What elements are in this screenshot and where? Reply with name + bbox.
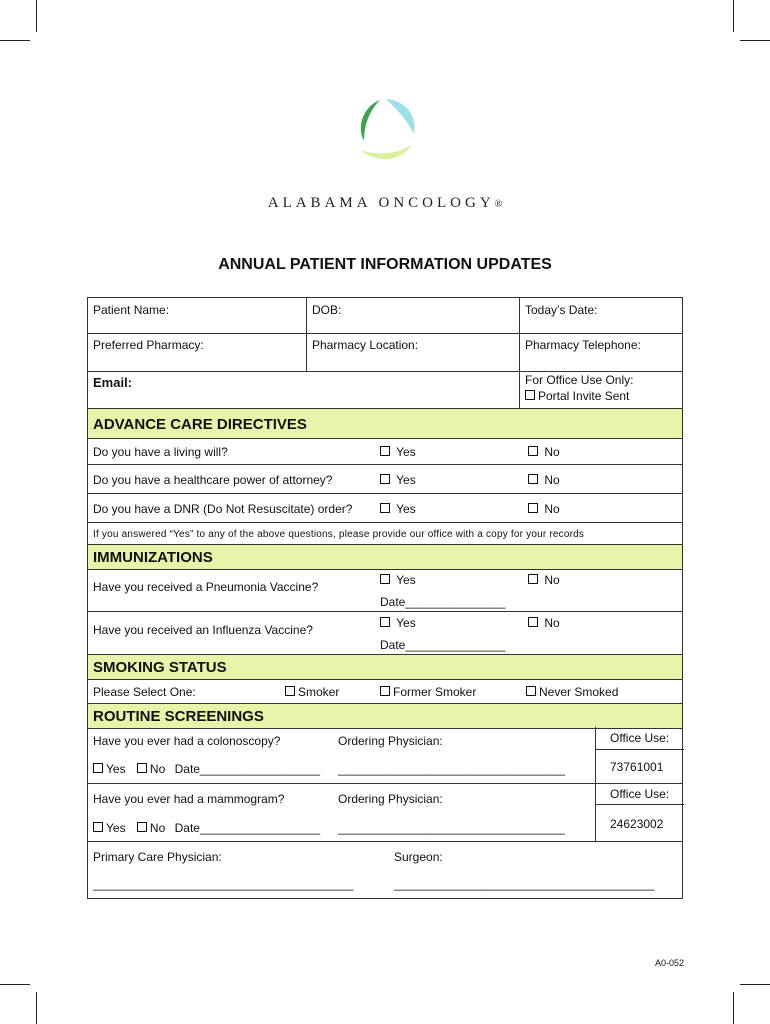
influenza-yes[interactable]	[380, 616, 416, 630]
colonoscopy-question: Have you ever had a colonoscopy?	[93, 734, 281, 748]
checkbox-icon	[525, 390, 535, 400]
crop-mark	[733, 0, 734, 32]
office-code-1: 73761001	[610, 760, 664, 774]
living-will-question: Do you have a living will?	[93, 445, 228, 459]
colonoscopy-answer[interactable]	[93, 762, 320, 776]
office-use-label: Office Use:	[610, 731, 670, 745]
dob-field[interactable]: DOB:	[312, 303, 342, 317]
pcp-label: Primary Care Physician:	[93, 850, 222, 864]
pneumonia-yes[interactable]	[380, 573, 416, 587]
divider	[595, 749, 684, 750]
divider	[306, 298, 307, 371]
colonoscopy-date-field[interactable]: Date__________________	[174, 762, 321, 776]
dnr-yes[interactable]	[380, 502, 416, 516]
info-form	[87, 297, 683, 899]
crop-mark	[740, 40, 770, 41]
crop-mark	[740, 984, 770, 985]
smoking-prompt: Please Select One:	[93, 685, 196, 699]
todays-date-field[interactable]: Today’s Date:	[525, 303, 598, 317]
email-field[interactable]: Email:	[93, 375, 133, 390]
immunizations-band	[88, 544, 682, 570]
no-label: No	[544, 616, 560, 630]
crop-mark	[733, 992, 734, 1024]
checkbox-icon	[380, 503, 390, 513]
no-label: No	[544, 445, 560, 459]
smoker-option[interactable]	[285, 685, 339, 699]
checkbox-icon	[526, 686, 536, 696]
checkbox-icon	[380, 617, 390, 627]
divider	[88, 522, 682, 523]
pneumonia-question: Have you received a Pneumonia Vaccine?	[93, 580, 319, 594]
former-smoker-option[interactable]	[380, 685, 476, 699]
records-note: If you answered “Yes” to any of the above questions, please provide our office with a copy for your records	[93, 529, 585, 540]
divider	[595, 804, 684, 805]
divider	[88, 493, 682, 494]
brand-text: ALABAMA ONCOLOGY	[267, 195, 495, 211]
never-smoked-label: Never Smoked	[539, 685, 619, 699]
screenings-band	[88, 703, 682, 729]
checkbox-icon	[528, 617, 538, 627]
crop-mark	[0, 984, 30, 985]
divider	[595, 727, 596, 841]
smoker-label: Smoker	[298, 685, 340, 699]
surgeon-field[interactable]: _______________________________________	[394, 877, 655, 891]
mammogram-answer[interactable]	[93, 821, 320, 835]
logo-icon	[350, 96, 420, 166]
yes-label: Yes	[106, 762, 126, 776]
checkbox-icon	[380, 474, 390, 484]
advance-care-heading: ADVANCE CARE DIRECTIVES	[93, 416, 307, 433]
yes-label: Yes	[106, 821, 126, 835]
checkbox-icon	[137, 822, 147, 832]
advance-care-band	[88, 408, 682, 439]
mammogram-question: Have you ever had a mammogram?	[93, 792, 285, 806]
form-code: A0-052	[655, 958, 685, 968]
crop-mark	[36, 0, 37, 32]
checkbox-icon	[93, 822, 103, 832]
yes-label: Yes	[396, 616, 416, 630]
yes-label: Yes	[396, 445, 416, 459]
crop-mark	[0, 40, 30, 41]
pharmacy-telephone-field[interactable]: Pharmacy Telephone:	[525, 338, 641, 352]
checkbox-icon	[528, 446, 538, 456]
registered-mark: ®	[494, 199, 503, 210]
screenings-heading: ROUTINE SCREENINGS	[93, 708, 264, 725]
brand-name	[0, 195, 770, 212]
divider	[88, 333, 682, 334]
checkbox-icon	[380, 574, 390, 584]
influenza-date-field[interactable]: Date_______________	[380, 638, 506, 652]
no-label: No	[544, 473, 560, 487]
divider	[88, 371, 682, 372]
poa-no[interactable]	[528, 473, 560, 487]
poa-yes[interactable]	[380, 473, 416, 487]
checkbox-icon	[285, 686, 295, 696]
smoking-heading: SMOKING STATUS	[93, 659, 227, 676]
checkbox-icon	[528, 474, 538, 484]
divider	[88, 841, 682, 842]
immunizations-heading: IMMUNIZATIONS	[93, 549, 213, 566]
checkbox-icon	[137, 763, 147, 773]
living-will-no[interactable]	[528, 445, 560, 459]
pharmacy-location-field[interactable]: Pharmacy Location:	[312, 338, 419, 352]
checkbox-icon	[93, 763, 103, 773]
colonoscopy-physician-label: Ordering Physician:	[338, 734, 443, 748]
yes-label: Yes	[396, 573, 416, 587]
office-use-label: For Office Use Only:	[525, 373, 634, 387]
divider	[519, 298, 520, 408]
checkbox-icon	[528, 503, 538, 513]
crop-mark	[36, 992, 37, 1024]
page-title: ANNUAL PATIENT INFORMATION UPDATES	[218, 256, 552, 273]
no-label: No	[149, 821, 166, 835]
influenza-no[interactable]	[528, 616, 560, 630]
dnr-no[interactable]	[528, 502, 560, 516]
pneumonia-date-field[interactable]: Date_______________	[380, 595, 506, 609]
divider	[88, 783, 682, 784]
never-smoked-option[interactable]	[526, 685, 618, 699]
office-use-label: Office Use:	[610, 787, 670, 801]
patient-name-field[interactable]: Patient Name:	[93, 303, 170, 317]
colonoscopy-physician-field[interactable]: __________________________________	[338, 762, 565, 776]
yes-label: Yes	[396, 502, 416, 516]
preferred-pharmacy-field[interactable]: Preferred Pharmacy:	[93, 338, 204, 352]
checkbox-icon	[380, 446, 390, 456]
no-label: No	[544, 573, 560, 587]
influenza-question: Have you received an Influenza Vaccine?	[93, 623, 313, 637]
living-will-yes[interactable]	[380, 445, 416, 459]
former-smoker-label: Former Smoker	[393, 685, 477, 699]
pneumonia-no[interactable]	[528, 573, 560, 587]
portal-invite-label: Portal Invite Sent	[538, 389, 630, 403]
poa-question: Do you have a healthcare power of attorney?	[93, 473, 333, 487]
mammogram-physician-label: Ordering Physician:	[338, 792, 443, 806]
pcp-field[interactable]: _______________________________________	[93, 877, 354, 891]
office-code-2: 24623002	[610, 817, 664, 831]
smoking-band	[88, 654, 682, 680]
portal-invite-checkbox[interactable]	[525, 389, 629, 403]
mammogram-physician-field[interactable]: __________________________________	[338, 821, 565, 835]
dnr-question: Do you have a DNR (Do Not Resuscitate) order?	[93, 502, 353, 516]
divider	[88, 611, 682, 612]
divider	[88, 464, 682, 465]
checkbox-icon	[528, 574, 538, 584]
surgeon-label: Surgeon:	[394, 850, 443, 864]
checkbox-icon	[380, 686, 390, 696]
no-label: No	[149, 762, 166, 776]
yes-label: Yes	[396, 473, 416, 487]
no-label: No	[544, 502, 560, 516]
mammogram-date-field[interactable]: Date__________________	[174, 821, 321, 835]
